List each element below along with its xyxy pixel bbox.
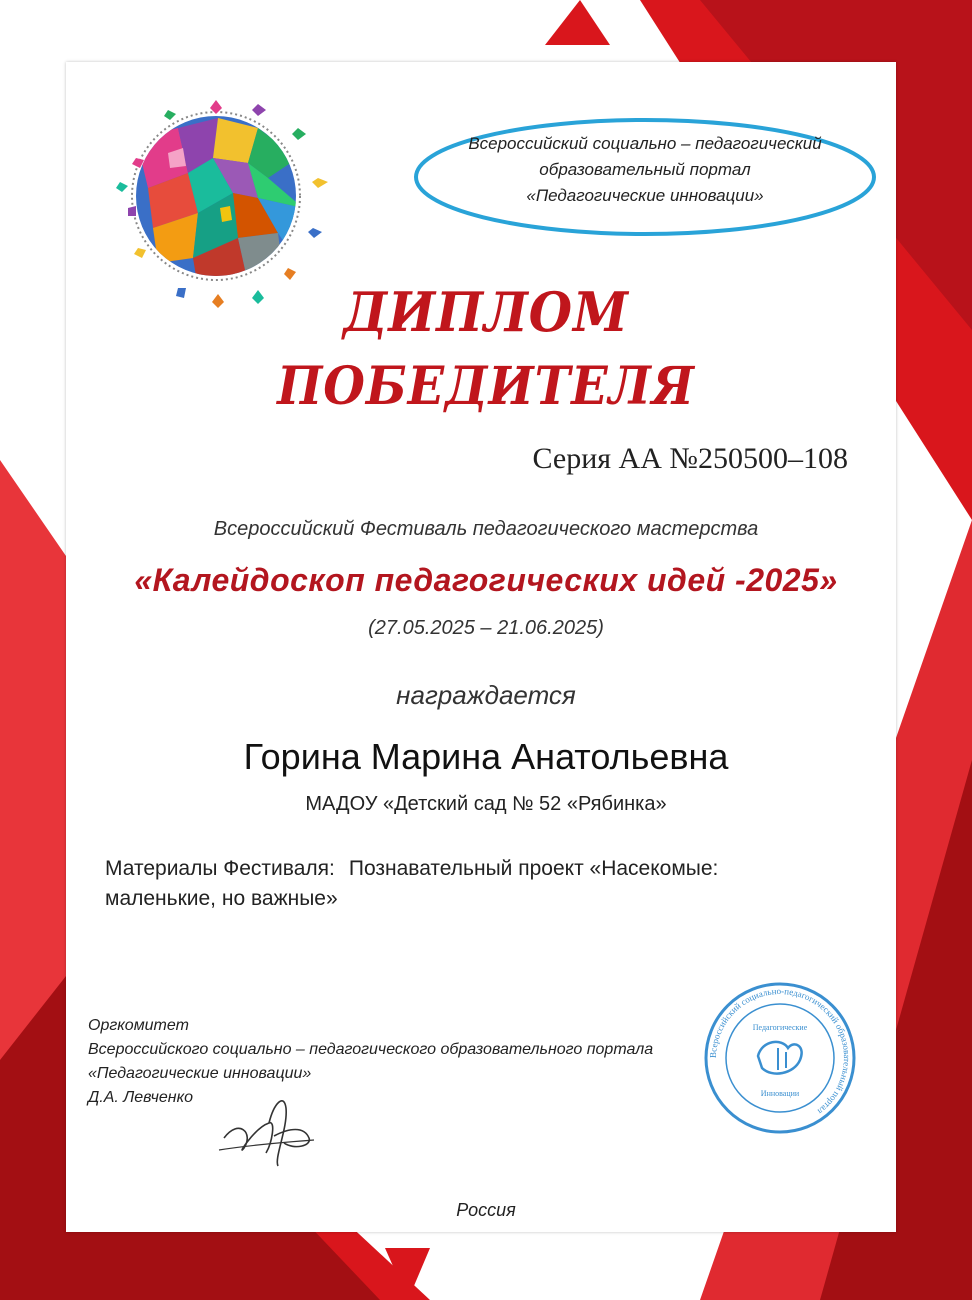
official-stamp — [690, 978, 870, 1138]
materials-text: Познавательный проект «Насекомые: маленькие, но важные» — [105, 857, 719, 910]
handwritten-signature — [214, 1088, 324, 1170]
kaleidoscope-logo — [108, 98, 338, 308]
committee-line-2: Всероссийского социально – педагогического образовательного портала — [88, 1041, 654, 1058]
series-number: Серия АА №250500–108 — [532, 442, 848, 475]
committee-line-3: «Педагогические инновации» — [88, 1065, 312, 1082]
festival-dates: (27.05.2025 – 21.06.2025) — [368, 617, 604, 639]
organizing-committee — [88, 1014, 653, 1110]
portal-name — [430, 131, 860, 209]
stamp-center-top: Педагогические — [752, 1023, 808, 1032]
stamp-ring-text: Всероссийский социально-педагогический образовательный портал — [707, 985, 853, 1117]
festival-name: «Калейдоскоп педагогических идей -2025» — [134, 562, 838, 598]
committee-line-1: Оргкомитет — [88, 1017, 189, 1034]
portal-line-3: «Педагогические инновации» — [526, 186, 764, 205]
diploma-title-line-2: ПОБЕДИТЕЛЯ — [277, 356, 695, 417]
materials-label: Материалы Фестиваля: — [105, 857, 335, 880]
committee-signatory: Д.А. Левченко — [88, 1089, 194, 1106]
country-label: Россия — [456, 1200, 516, 1220]
portal-line-1: Всероссийский социально – педагогический — [468, 134, 822, 153]
festival-subtitle: Всероссийский Фестиваль педагогического мастерства — [213, 518, 759, 540]
stamp-center-bottom: Инновации — [760, 1089, 800, 1098]
portal-line-2: образовательный портал — [539, 160, 751, 179]
diploma-title-line-1: ДИПЛОМ — [343, 280, 629, 344]
materials-block — [105, 854, 805, 914]
awarded-label: награждается — [396, 680, 576, 710]
recipient-organization: МАДОУ «Детский сад № 52 «Рябинка» — [305, 793, 667, 815]
recipient-name: Горина Марина Анатольевна — [243, 736, 729, 777]
